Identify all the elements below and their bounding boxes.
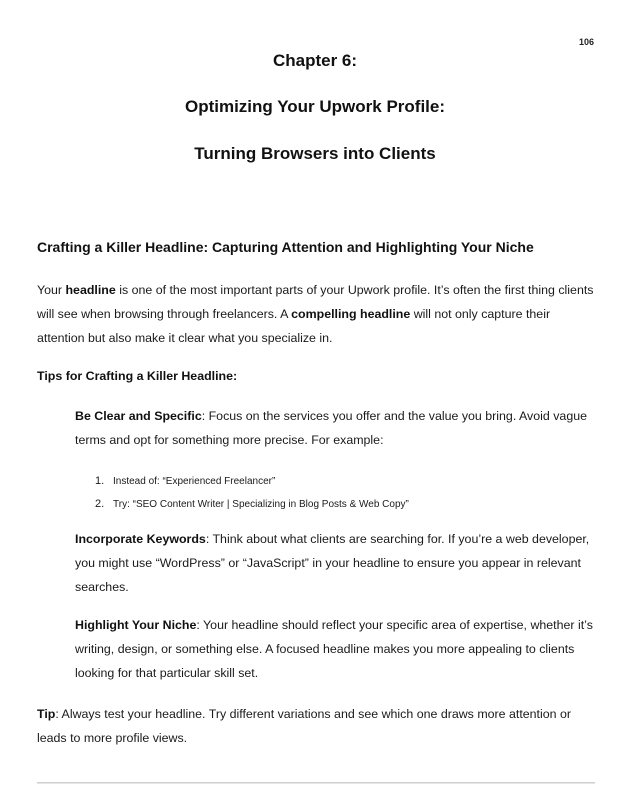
chapter-main-title: Optimizing Your Upwork Profile: (184, 97, 446, 116)
tip-title: Highlight Your Niche (75, 618, 197, 632)
final-tip-label: Tip (37, 707, 56, 721)
final-tip-paragraph (37, 702, 602, 750)
final-tip-text: : Always test your headline. Try different variations and see which one draws more attention or leads to more profile views. (37, 707, 571, 745)
example-list (95, 470, 409, 516)
intro-text-1: Your (37, 283, 66, 297)
tip-be-clear (75, 404, 600, 452)
list-item-text: Instead of: “Experienced Freelancer” (113, 476, 276, 487)
list-number: 2. (95, 498, 105, 510)
chapter-number-title: Chapter 6: (272, 51, 358, 70)
intro-paragraph (37, 278, 597, 350)
tip-text: : Think about what clients are searching for. If you’re a web developer, you might use “WordPress” or “JavaScript” in your headline to ensure you appear in relevant searches. (75, 532, 590, 594)
tip-title: Incorporate Keywords (75, 532, 206, 546)
intro-text-3: will not only capture their attention but also make it clear what you specialize in. (37, 307, 551, 345)
footer-divider (37, 782, 595, 784)
intro-bold-headline: headline (65, 283, 116, 297)
tip-title: Be Clear and Specific (75, 409, 202, 423)
tip-highlight-niche (75, 613, 600, 685)
intro-bold-compelling-headline: compelling headline (291, 307, 411, 321)
tip-text: : Focus on the services you offer and the value you bring. Avoid vague terms and opt for something more precise. For example: (75, 409, 587, 447)
list-item (95, 470, 409, 493)
section-heading: Crafting a Killer Headline: Capturing Attention and Highlighting Your Niche (37, 239, 534, 255)
tips-heading: Tips for Crafting a Killer Headline: (37, 369, 238, 383)
list-number: 1. (95, 475, 105, 487)
list-item (95, 493, 409, 516)
page-number: 106 (578, 37, 594, 47)
tip-incorporate-keywords (75, 527, 600, 599)
chapter-subtitle: Turning Browsers into Clients (194, 144, 436, 163)
tip-text: : Your headline should reflect your specific area of expertise, whether it’s writing, design, or something else. A focused headline makes you more appealing to clients looking for that particular skill set. (75, 618, 593, 680)
intro-text-2: is one of the most important parts of your Upwork profile. It’s often the first thing clients will see when browsing through freelancers. A (37, 283, 594, 321)
list-item-text: Try: “SEO Content Writer | Specializing in Blog Posts & Web Copy” (113, 499, 409, 510)
